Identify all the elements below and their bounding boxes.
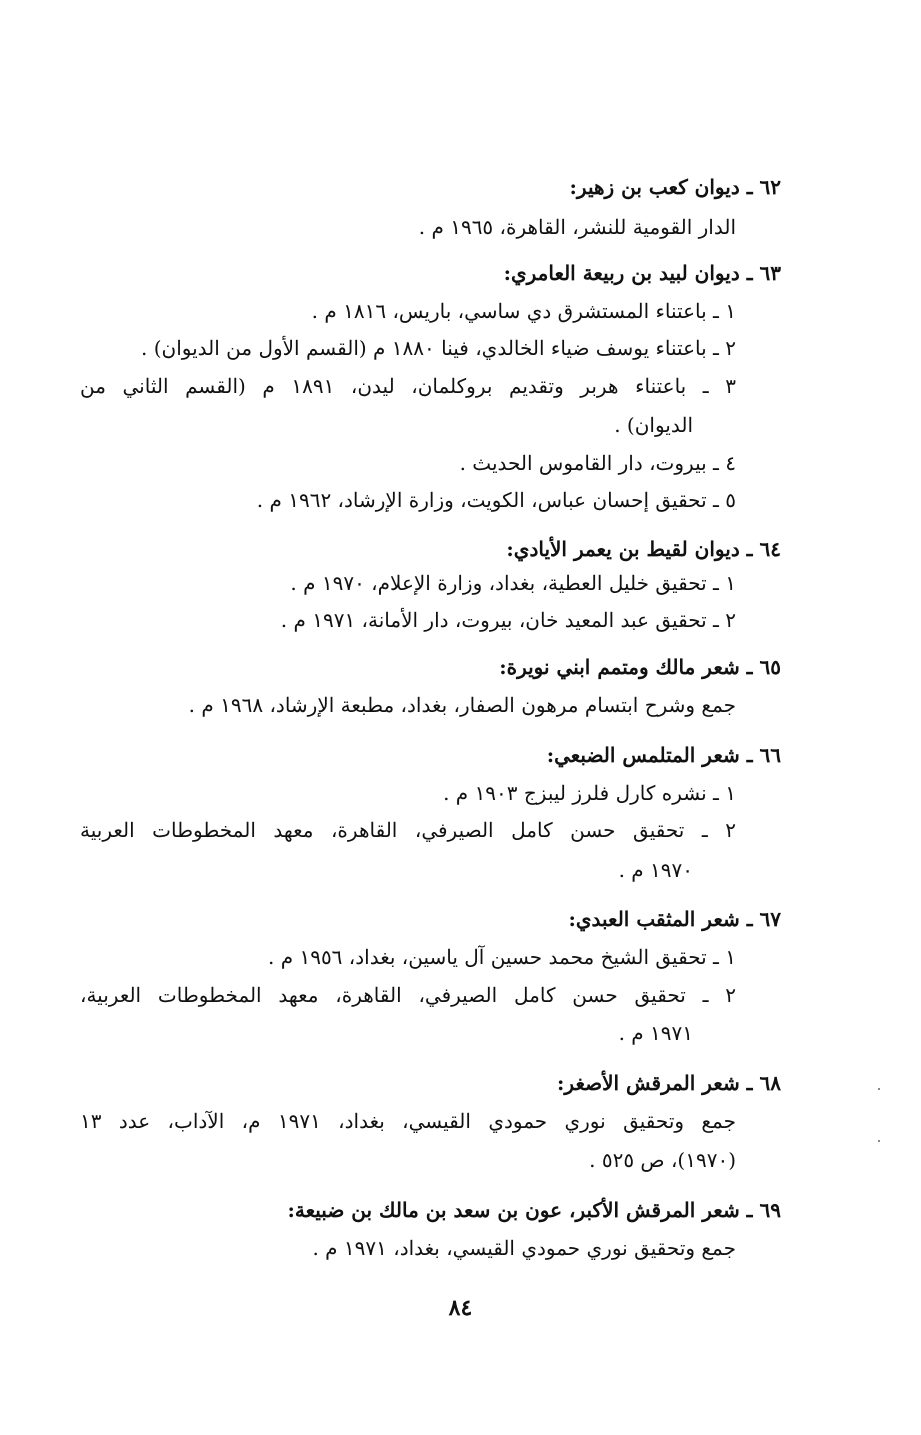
entry-63-line-5: ٥ ـ تحقيق إحسان عباس، الكويت، وزارة الإرشاد، ١٩٦٢ م .: [256, 488, 736, 512]
scan-speck: [878, 1140, 880, 1142]
entry-68-line-1: جمع وتحقيق نوري حمودي القيسي، بغداد، ١٩٧١ م، الآداب، عدد ١٣: [80, 1109, 736, 1133]
entry-68-line-2: (١٩٧٠)، ص ٥٢٥ .: [589, 1148, 736, 1172]
entry-69-heading: ٦٩ ـ شعر المرقش الأكبر، عون بن سعد بن مالك بن ضبيعة:: [287, 1198, 781, 1222]
entry-64-heading: ٦٤ ـ ديوان لقيط بن يعمر الأيادي:: [506, 537, 781, 561]
entry-67-line-2-cont: ١٩٧١ م .: [618, 1021, 693, 1045]
scan-speck: [878, 1088, 880, 1090]
entry-62-heading: ٦٢ ـ ديوان كعب بن زهير:: [569, 175, 781, 199]
entry-63-line-1: ١ ـ باعتناء المستشرق دي ساسي، باريس، ١٨١٦ م .: [311, 299, 736, 323]
entry-65-heading: ٦٥ ـ شعر مالك ومتمم ابني نويرة:: [499, 655, 781, 679]
entry-63-line-4: ٤ ـ بيروت، دار القاموس الحديث .: [459, 451, 736, 475]
entry-64-line-1: ١ ـ تحقيق خليل العطية، بغداد، وزارة الإعلام، ١٩٧٠ م .: [290, 571, 736, 595]
entry-67-heading: ٦٧ ـ شعر المثقب العبدي:: [568, 907, 781, 931]
entry-66-line-1: ١ ـ نشره كارل فلرز ليبزج ١٩٠٣ م .: [443, 781, 736, 805]
entry-66-line-2-cont: ١٩٧٠ م .: [618, 858, 693, 882]
entry-66-line-2: ٢ ـ تحقيق حسن كامل الصيرفي، القاهرة، معهد المخطوطات العربية: [80, 818, 736, 842]
entry-65-line-1: جمع وشرح ابتسام مرهون الصفار، بغداد، مطبعة الإرشاد، ١٩٦٨ م .: [188, 693, 736, 717]
entry-63-line-3: ٣ ـ باعتناء هربر وتقديم بروكلمان، ليدن، ١٨٩١ م (القسم الثاني من: [80, 374, 736, 398]
entry-63-heading: ٦٣ ـ ديوان لبيد بن ربيعة العامري:: [503, 261, 781, 285]
entry-69-line-1: جمع وتحقيق نوري حمودي القيسي، بغداد، ١٩٧١ م .: [312, 1236, 736, 1260]
entry-64-line-2: ٢ ـ تحقيق عبد المعيد خان، بيروت، دار الأمانة، ١٩٧١ م .: [280, 608, 736, 632]
entry-67-line-1: ١ ـ تحقيق الشيخ محمد حسين آل ياسين، بغداد، ١٩٥٦ م .: [267, 945, 736, 969]
entry-66-heading: ٦٦ ـ شعر المتلمس الضبعي:: [546, 743, 781, 767]
page-number: ٨٤: [448, 1295, 473, 1321]
entry-63-line-3-cont: الديوان) .: [614, 413, 693, 437]
entry-62-line-1: الدار القومية للنشر، القاهرة، ١٩٦٥ م .: [418, 215, 736, 239]
entry-68-heading: ٦٨ ـ شعر المرقش الأصغر:: [557, 1071, 781, 1095]
entry-63-line-2: ٢ ـ باعتناء يوسف ضياء الخالدي، فينا ١٨٨٠ م (القسم الأول من الديوان) .: [141, 336, 736, 360]
entry-67-line-2: ٢ ـ تحقيق حسن كامل الصيرفي، القاهرة، معهد المخطوطات العربية،: [80, 983, 736, 1007]
